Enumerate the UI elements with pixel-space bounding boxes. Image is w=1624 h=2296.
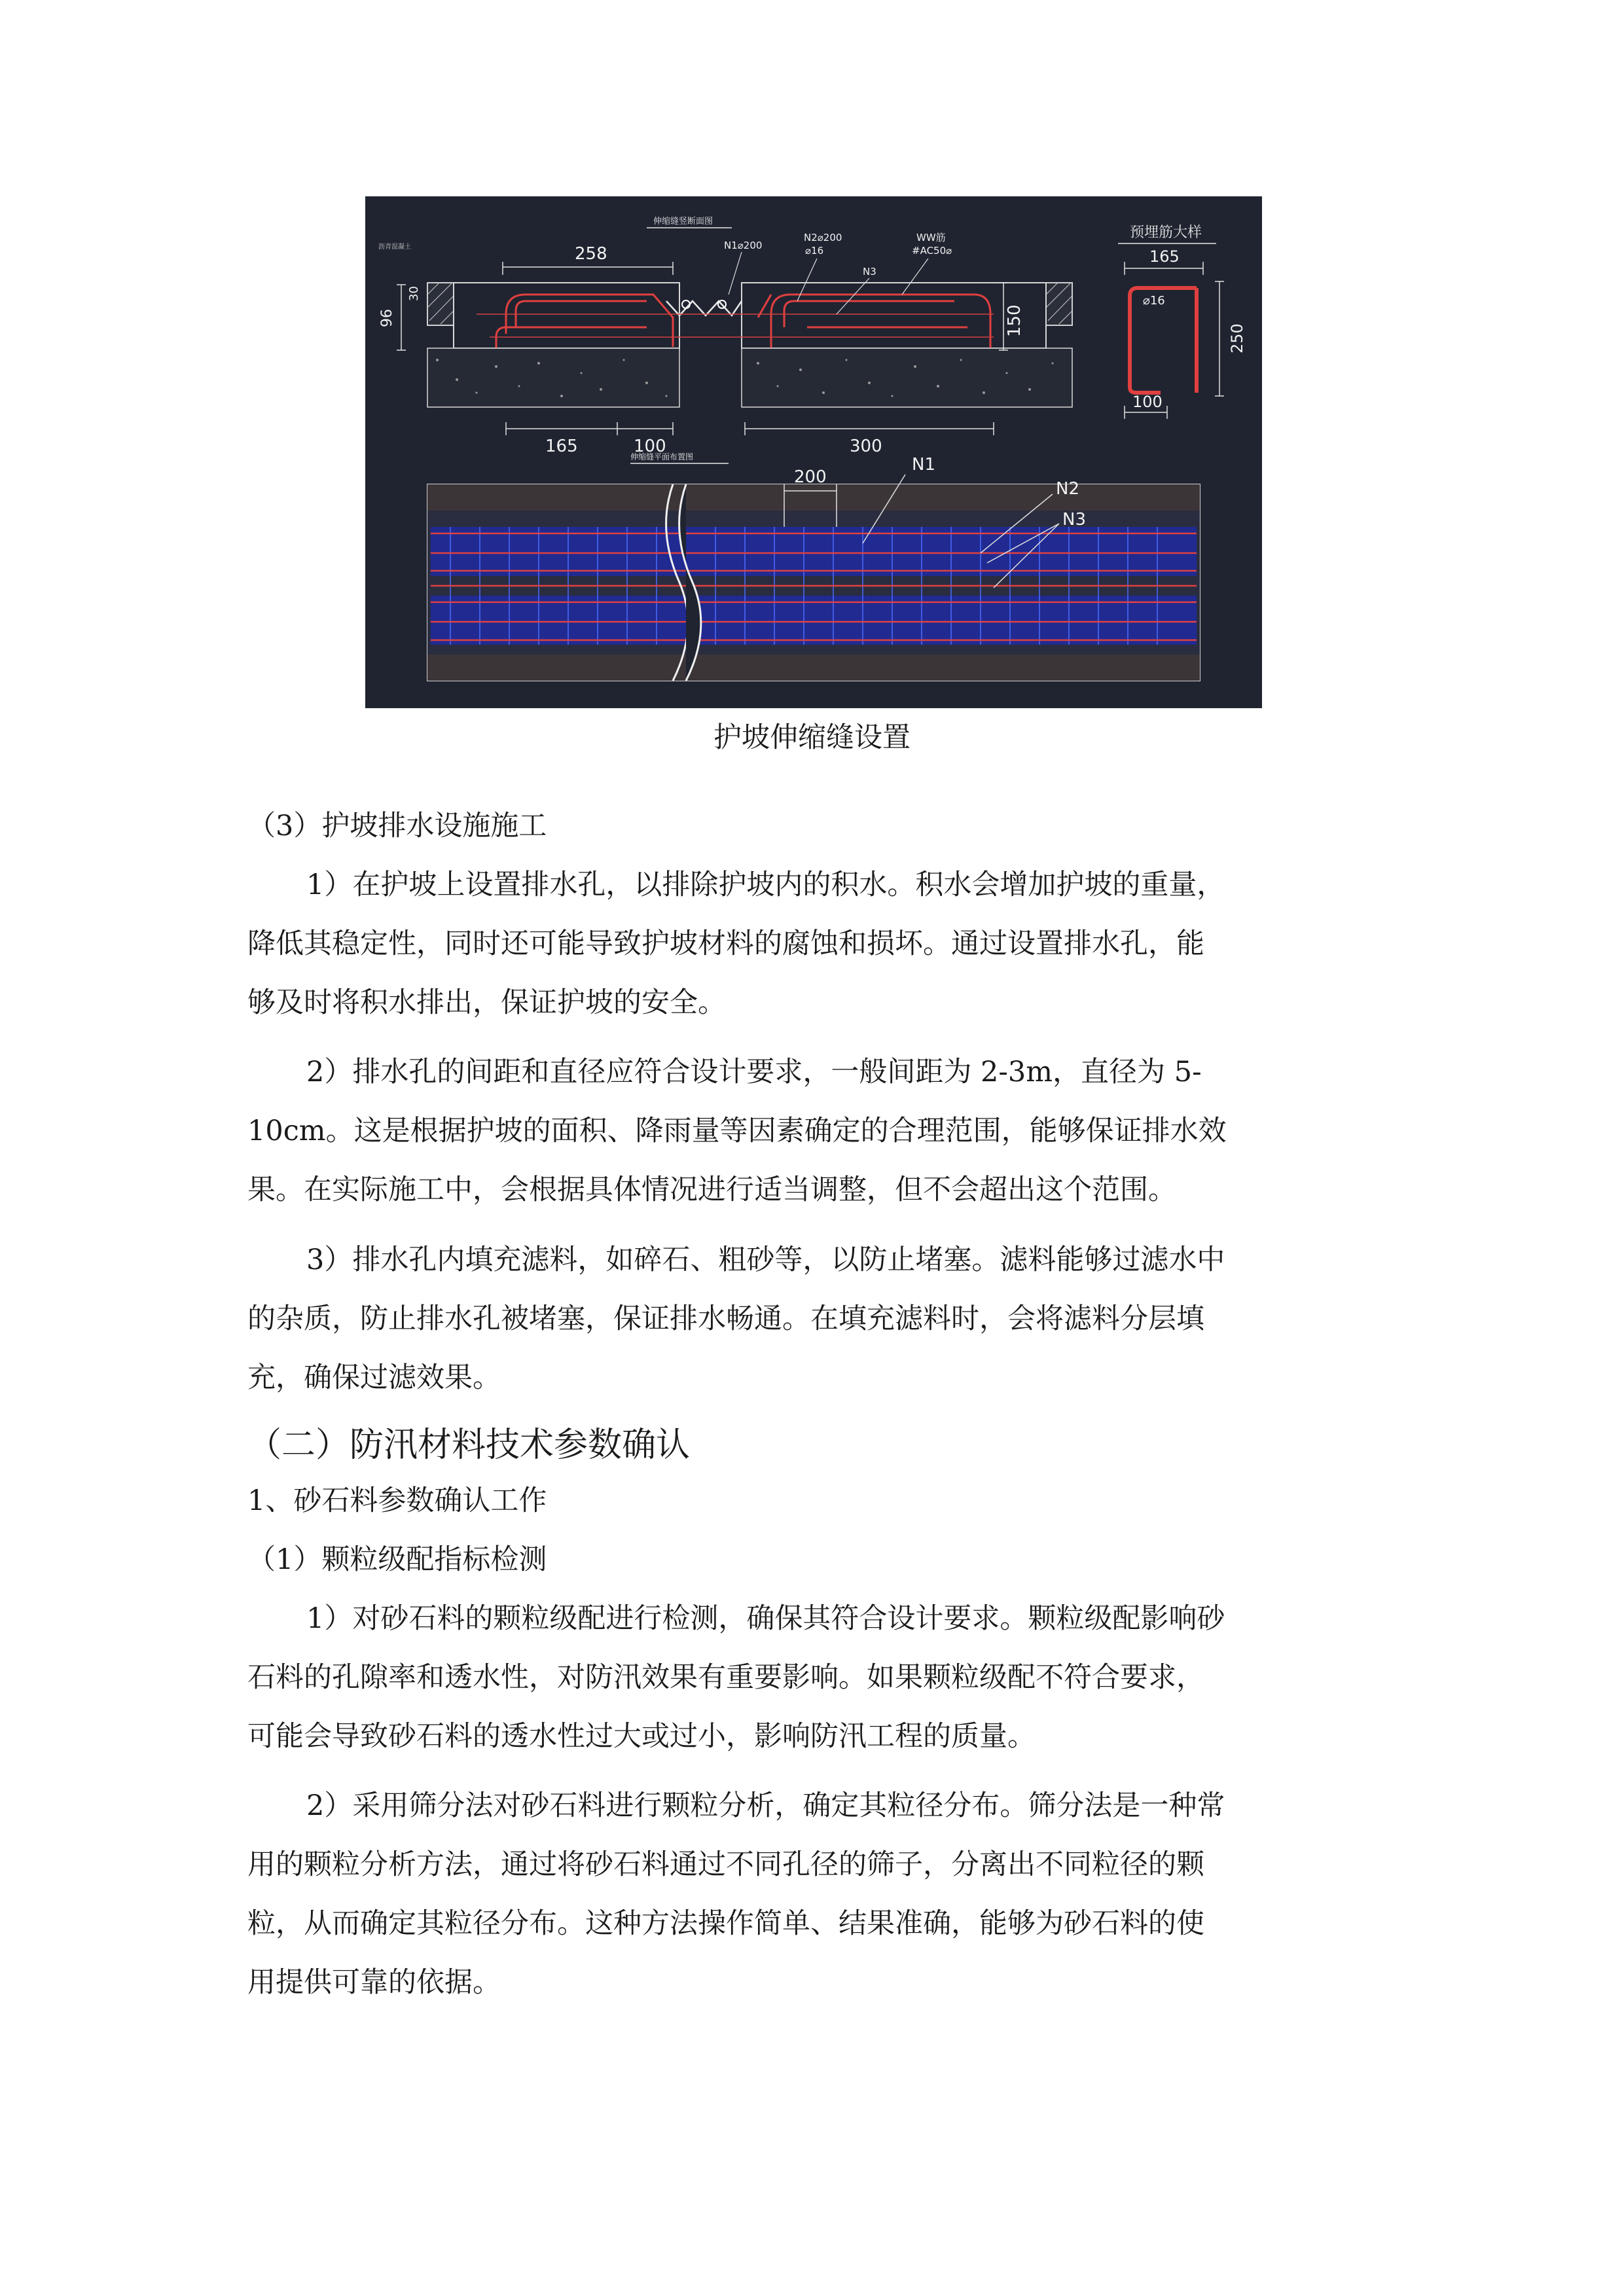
dim-165: 165 bbox=[545, 437, 578, 456]
label-n2: N2⌀200 bbox=[804, 232, 842, 243]
paragraph-line: 1）对砂石料的颗粒级配进行检测，确保其符合设计要求。颗粒级配影响砂 bbox=[306, 1602, 1225, 1635]
right-base-concrete bbox=[742, 348, 1072, 407]
plan-top-hatch-band bbox=[427, 484, 1200, 511]
dim-150: 150 bbox=[1005, 304, 1024, 337]
expansion-joint-drawing bbox=[365, 196, 1262, 708]
detail-dim-100: 100 bbox=[1132, 393, 1163, 411]
plan-bottom-hatch-band bbox=[427, 655, 1200, 681]
paragraph-line: 10cm。这是根据护坡的面积、降雨量等因素确定的合理范围，能够保证排水效 bbox=[247, 1115, 1227, 1147]
plan-label-n2: N2 bbox=[1056, 479, 1079, 499]
paragraph-line: 3）排水孔内填充滤料，如碎石、粗砂等，以防止堵塞。滤料能够过滤水中 bbox=[306, 1244, 1225, 1276]
detail-dim-165: 165 bbox=[1149, 247, 1180, 266]
subheading-sand-gravel: 1、砂石料参数确认工作 bbox=[247, 1484, 547, 1517]
section-heading: （二）防汛材料技术参数确认 bbox=[247, 1426, 691, 1465]
cad-drawing-svg bbox=[365, 196, 1262, 708]
left-base-concrete bbox=[427, 348, 679, 407]
paragraph-line: 的杂质，防止排水孔被堵塞，保证排水畅通。在填充滤料时，会将滤料分层填 bbox=[247, 1302, 1204, 1335]
label-n1: N1⌀200 bbox=[724, 240, 763, 251]
detail-phi-label: ⌀16 bbox=[1143, 294, 1165, 308]
paragraph-line: 可能会导致砂石料的透水性过大或过小，影响防汛工程的质量。 bbox=[247, 1720, 1036, 1753]
plan-label-n1: N1 bbox=[912, 455, 935, 475]
paragraph-line: 石料的孔隙率和透水性，对防汛效果有重要影响。如果颗粒级配不符合要求， bbox=[247, 1661, 1204, 1694]
paragraph-line: 充，确保过滤效果。 bbox=[247, 1361, 501, 1394]
paragraph-line: 降低其稳定性，同时还可能导致护坡材料的腐蚀和损坏。通过设置排水孔，能 bbox=[247, 927, 1204, 960]
label-mark: WW筋 bbox=[916, 232, 946, 243]
plan-dim-200: 200 bbox=[794, 467, 827, 487]
plan-title: 伸缩缝平面布置图 bbox=[630, 452, 694, 461]
paragraph-line: 1）在护坡上设置排水孔，以排除护坡内的积水。积水会增加护坡的重量， bbox=[306, 869, 1225, 901]
label-phi16: ⌀16 bbox=[805, 245, 824, 257]
detail-title: 预埋筋大样 bbox=[1130, 224, 1202, 241]
dim-300: 300 bbox=[850, 437, 882, 456]
plan-label-n3: N3 bbox=[1062, 510, 1086, 529]
curb-label: 沥青混凝土 bbox=[378, 243, 411, 251]
dim-100: 100 bbox=[634, 437, 666, 456]
label-n3: N3 bbox=[863, 266, 876, 278]
paragraph-line: 用提供可靠的依据。 bbox=[247, 1966, 501, 1999]
paragraph-line: 粒，从而确定其粒径分布。这种方法操作简单、结果准确，能够为砂石料的使 bbox=[247, 1907, 1204, 1940]
dim-96: 96 bbox=[379, 309, 395, 327]
paragraph-line: 够及时将积水排出，保证护坡的安全。 bbox=[247, 986, 726, 1019]
figure-caption: 护坡伸缩缝设置 bbox=[713, 721, 911, 754]
paragraph-line: 果。在实际施工中，会根据具体情况进行适当调整，但不会超出这个范围。 bbox=[247, 1174, 1176, 1206]
paragraph-line: 用的颗粒分析方法，通过将砂石料通过不同孔径的筛子，分离出不同粒径的颗 bbox=[247, 1848, 1204, 1881]
paragraph-line: 2）排水孔的间距和直径应符合设计要求，一般间距为 2-3m，直径为 5- bbox=[306, 1056, 1202, 1088]
detail-dim-250: 250 bbox=[1228, 323, 1246, 353]
dim-258: 258 bbox=[575, 244, 607, 264]
subheading-gradation: （1）颗粒级配指标检测 bbox=[247, 1543, 547, 1576]
paragraph-line: 2）采用筛分法对砂石料进行颗粒分析，确定其粒径分布。筛分法是一种常 bbox=[306, 1789, 1225, 1822]
dim-30: 30 bbox=[407, 286, 421, 301]
subheading-drainage: （3）护坡排水设施施工 bbox=[247, 810, 547, 842]
section-title: 伸缩缝竖断面图 bbox=[653, 217, 713, 226]
label-ac: #AC50⌀ bbox=[912, 245, 952, 257]
